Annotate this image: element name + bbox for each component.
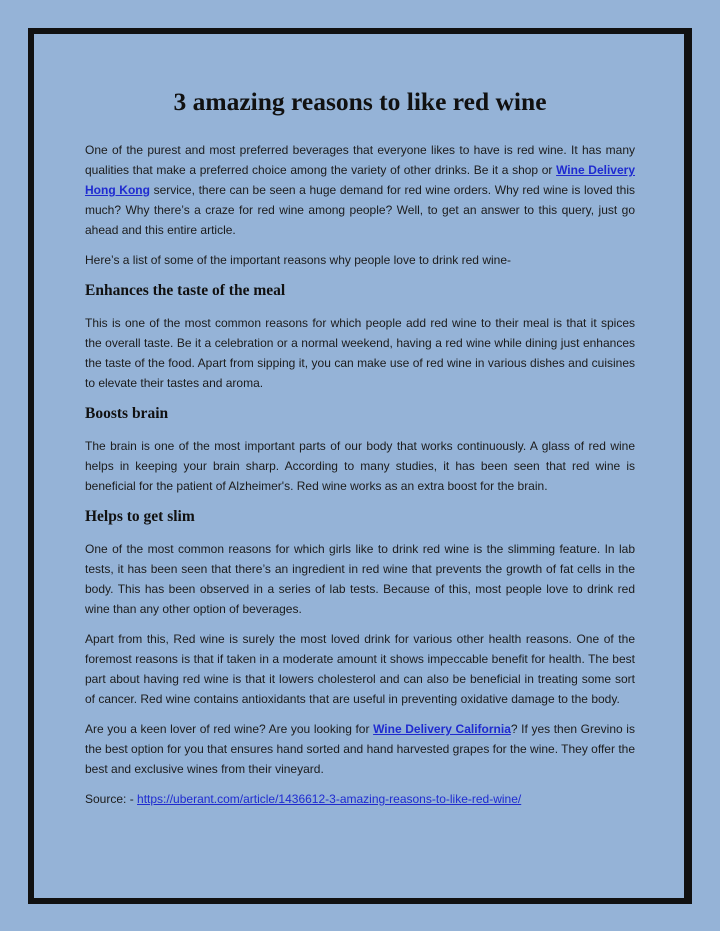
article-title: 3 amazing reasons to like red wine [173, 87, 547, 116]
closing-text-end: ? If yes then Grevino is the best option for you that ensures hand sorted and hand harvested grapes for the wine. They offer the best and exclusive wines from their vineyard. [85, 722, 635, 776]
section-heading-brain: Boosts brain [85, 405, 169, 422]
list-intro-paragraph: Here’s a list of some of the important reasons why people love to drink red wine- [85, 253, 511, 267]
wine-delivery-california-link[interactable]: Wine Delivery California [373, 722, 511, 736]
section-heading-slim: Helps to get slim [85, 508, 195, 525]
source-line [85, 789, 635, 809]
section-text-slim: One of the most common reasons for which girls like to drink red wine is the slimming feature. In lab tests, it has been seen that there’s an ingredient in red wine that prevents the growth of fat cells in the body. This has been observed in a series of lab tests. Because of this, most people love to drink red wine than any other option of beverages. [85, 542, 635, 616]
section-text-taste: This is one of the most common reasons for which people add red wine to their meal is that it spices the overall taste. Be it a celebration or a normal weekend, having a red wine while dining just enhances the taste of the food. Apart from sipping it, you can make use of red wine in various dishes and cuisines to elevate their tastes and aroma. [85, 316, 635, 390]
closing-paragraph [85, 719, 635, 779]
section-heading-taste: Enhances the taste of the meal [85, 282, 286, 299]
source-link[interactable]: https://uberant.com/article/1436612-3-amazing-reasons-to-like-red-wine/ [137, 792, 522, 806]
article [85, 84, 635, 819]
wine-delivery-hong-kong-link[interactable]: Wine Delivery Hong Kong [85, 163, 635, 197]
intro-text-end: service, there can be seen a huge demand for red wine orders. Why red wine is loved this much? Why there’s a craze for red wine among people? Well, to get an answer to this query, just go ahead and this entire article. [85, 183, 635, 237]
source-label: Source: - [85, 792, 138, 806]
intro-text-start: One of the purest and most preferred beverages that everyone likes to have is red wine. It has many qualities that make a preferred choice among the variety of other drinks. Be it a shop or [85, 143, 635, 177]
intro-paragraph [85, 140, 635, 240]
section-text-brain: The brain is one of the most important parts of our body that works continuously. A glass of red wine helps in keeping your brain sharp. According to many studies, it has been seen that red wine is beneficial for the patient of Alzheimer's. Red wine works as an extra boost for the brain. [85, 439, 635, 493]
health-paragraph: Apart from this, Red wine is surely the most loved drink for various other health reasons. One of the foremost reasons is that if taken in a moderate amount it shows impeccable benefit for health. The best part about having red wine is that it lowers cholesterol and can also be beneficial in treating some sort of cancer. Red wine contains antioxidants that are useful in preventing oxidative damage to the body. [85, 632, 635, 706]
closing-text-start: Are you a keen lover of red wine? Are you looking for [85, 722, 374, 736]
